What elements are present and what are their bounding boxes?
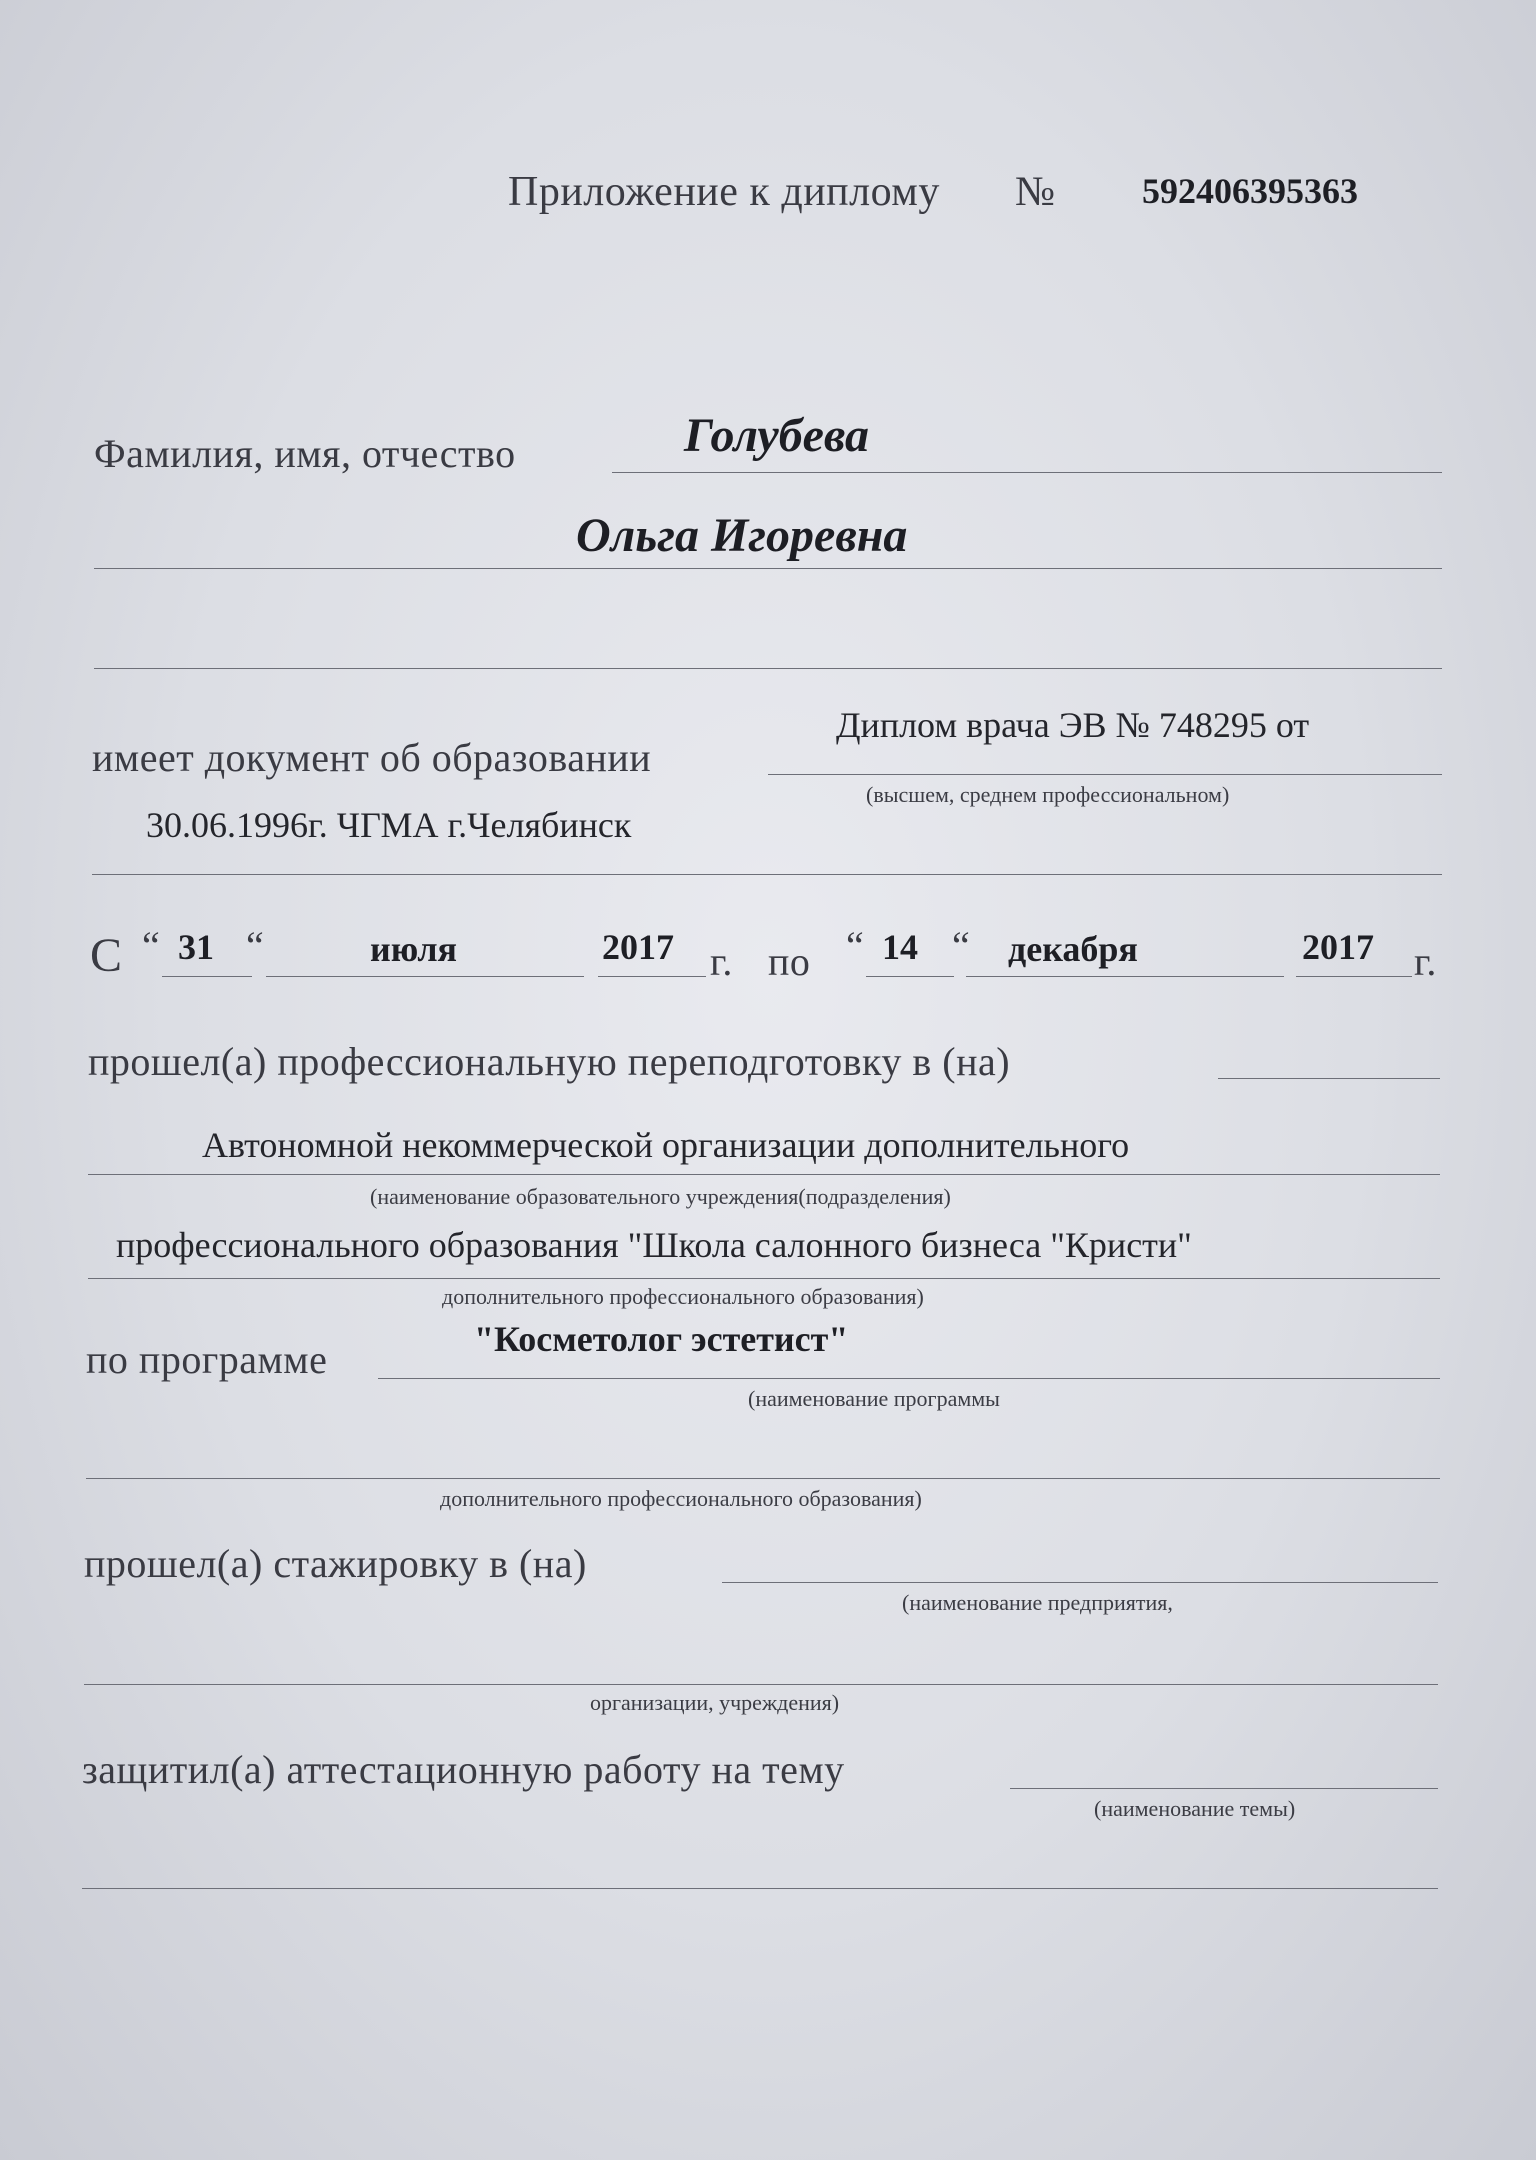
education-line-1 [768,774,1442,775]
internship-caption-1: (наименование предприятия, [902,1590,1173,1615]
internship-caption-2: организации, учреждения) [590,1690,840,1715]
program-line-2 [86,1478,1440,1479]
retraining-caption-2: дополнительного профессионального образования) [442,1284,924,1309]
from-day-line [162,976,252,977]
to-month: декабря [1008,929,1138,969]
to-day-line [866,976,954,977]
fio-line-3 [94,668,1442,669]
header-title: Приложение к диплому [508,169,940,215]
internship-line-1 [722,1582,1438,1583]
education-value-2: 30.06.1996г. ЧГМА г.Челябинск [146,805,632,845]
thesis-line-1 [1010,1788,1438,1789]
retraining-caption-1: (наименование образовательного учреждения(подразделения) [370,1184,951,1209]
retraining-line-2 [88,1278,1440,1279]
education-line-2 [92,874,1442,875]
quote-open-1: “ [142,923,161,968]
to-year-line [1296,976,1412,977]
org-line-1: Автономной некоммерческой организации дополнительного [202,1125,1130,1165]
to-year: 2017 [1302,927,1374,967]
program-line-1 [378,1378,1440,1379]
program-caption-2: дополнительного профессионального образования) [440,1486,922,1511]
from-day: 31 [178,927,214,967]
fio-label: Фамилия, имя, отчество [94,431,516,476]
period-from-prefix: С [90,929,123,982]
quote-close-2: “ [952,923,971,968]
internship-label: прошел(а) стажировку в (на) [84,1541,587,1586]
thesis-caption: (наименование темы) [1094,1796,1296,1821]
thesis-line-2 [82,1888,1438,1889]
education-value-1: Диплом врача ЭВ № 748295 от [836,705,1310,745]
quote-open-2: “ [846,923,865,968]
internship-line-2 [84,1684,1438,1685]
from-year: 2017 [602,927,674,967]
to-month-line [966,976,1284,977]
surname: Голубева [684,409,869,462]
education-caption: (высшем, среднем профессиональном) [866,782,1230,807]
name-patronymic: Ольга Игоревна [576,509,908,562]
year-suffix-1: г. [710,939,733,984]
fio-line-2 [94,568,1442,569]
program-label: по программе [86,1337,328,1382]
appendix-number: 592406395363 [1142,171,1358,211]
quote-close-1: “ [246,923,265,968]
year-suffix-2: г. [1414,939,1437,984]
to-word: по [768,939,811,984]
retraining-label: прошел(а) профессиональную переподготовку в (на) [88,1039,1011,1084]
to-day: 14 [882,927,918,967]
from-month-line [266,976,584,977]
from-month: июля [370,929,458,969]
fio-line-1 [612,472,1442,473]
program-value: "Косметолог эстетист" [474,1319,849,1359]
from-year-line [598,976,706,977]
program-caption-1: (наименование программы [748,1386,1000,1411]
education-label: имеет документ об образовании [92,735,652,780]
org-line-2: профессионального образования "Школа салонного бизнеса "Кристи" [116,1225,1192,1265]
retraining-line-1 [88,1174,1440,1175]
retraining-line-0 [1218,1078,1440,1079]
thesis-label: защитил(а) аттестационную работу на тему [82,1747,845,1792]
number-sign: № [1015,169,1056,215]
